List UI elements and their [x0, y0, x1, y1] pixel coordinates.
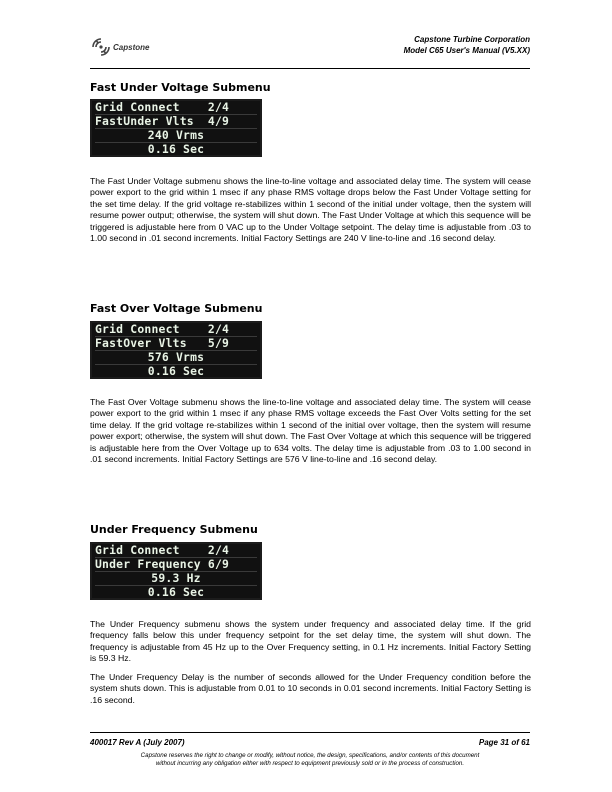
page-number: Page 31 of 61 — [478, 738, 530, 747]
lcd-line: 59.3 Hz — [95, 572, 257, 586]
section-title: Fast Over Voltage Submenu — [90, 302, 263, 315]
capstone-logo — [90, 36, 149, 58]
disclaimer-line: Capstone reserves the right to change or modify, without notice, the design, specifications, and/or contents of this document — [140, 752, 480, 759]
disclaimer-line: without incurring any obligation either with respect to equipment previously sold or in the process of construction. — [155, 760, 465, 767]
company-name: Capstone Turbine Corporation — [414, 35, 530, 44]
lcd-line: 0.16 Sec — [147, 585, 205, 599]
footer-disclaimer — [90, 752, 530, 768]
body-paragraph: The Fast Under Voltage submenu shows the line-to-line voltage and associated delay time. The system will cease power export to the grid within 1 msec if any phase RMS voltage drops below the Fast Under Voltage setting for the set time delay. If the grid voltage re-stabilizes within 1 second of the initial under voltage, then the system will resume power output; otherwise, the system will shut down. The Fast Under Voltage at which this sequence will be triggered is adjustable here from 0 VAC up to the Under Voltage setpoint. The delay time is adjustable from .03 to 1.00 second in .01 second increments. Initial Factory Settings are 240 V line-to-line and .16 second delay. — [90, 176, 531, 244]
capstone-swirl-icon — [90, 36, 112, 58]
lcd-line: 0.16 Sec — [147, 364, 205, 378]
body-paragraph: The Under Frequency submenu shows the system under frequency and associated delay time. If the grid frequency falls below this under frequency setpoint for the set delay time, the system will shut down. The frequency is adjustable from 45 Hz up to the Over Frequency setting, in 0.1 Hz increments. Initial Factory Setting is 59.3 Hz. — [90, 619, 531, 664]
company-block — [404, 34, 530, 56]
lcd-display — [90, 321, 262, 379]
logo-text: Capstone — [113, 42, 150, 52]
lcd-line: 576 Vrms — [95, 351, 257, 365]
footer-divider — [90, 732, 530, 733]
lcd-line: FastOver Vlts 5/9 — [95, 337, 257, 351]
lcd-line: Under Frequency 6/9 — [95, 558, 257, 572]
lcd-line: 0.16 Sec — [147, 142, 205, 156]
lcd-line: Grid Connect 2/4 — [95, 101, 257, 115]
body-paragraph: The Under Frequency Delay is the number of seconds allowed for the Under Frequency condition before the system shuts down. This is adjustable from 0.01 to 10 seconds in 0.01 second increments. Initial Factory Setting is .16 second. — [90, 672, 531, 705]
lcd-line: Grid Connect 2/4 — [95, 323, 257, 337]
lcd-line: 240 Vrms — [95, 129, 257, 143]
document-number: 400017 Rev A (July 2007) — [90, 738, 185, 747]
lcd-line: Grid Connect 2/4 — [95, 544, 257, 558]
section-title: Under Frequency Submenu — [90, 523, 258, 536]
manual-title: Model C65 User's Manual (V5.XX) — [403, 46, 530, 55]
lcd-display — [90, 542, 262, 600]
lcd-display — [90, 99, 262, 157]
body-paragraph: The Fast Over Voltage submenu shows the line-to-line voltage and associated delay time. The system will cease power export to the grid within 1 msec if any phase RMS voltage exceeds the Fast Over Volts setting for the set time delay. If the grid voltage re-stabilizes within 1 second of the initial over voltage, then the system will resume power export; otherwise, the system will shut down. The Fast Over Voltage at which this sequence will be triggered is adjustable here from the Over Voltage up to 634 volts. The delay time is adjustable from .03 to 1.00 second in .01 second increments. Initial Factory Settings are 576 V line-to-line and .16 second delay. — [90, 397, 531, 465]
page-header — [90, 30, 530, 66]
lcd-line: FastUnder Vlts 4/9 — [95, 115, 257, 129]
header-divider — [90, 68, 530, 69]
section-title: Fast Under Voltage Submenu — [90, 81, 271, 94]
